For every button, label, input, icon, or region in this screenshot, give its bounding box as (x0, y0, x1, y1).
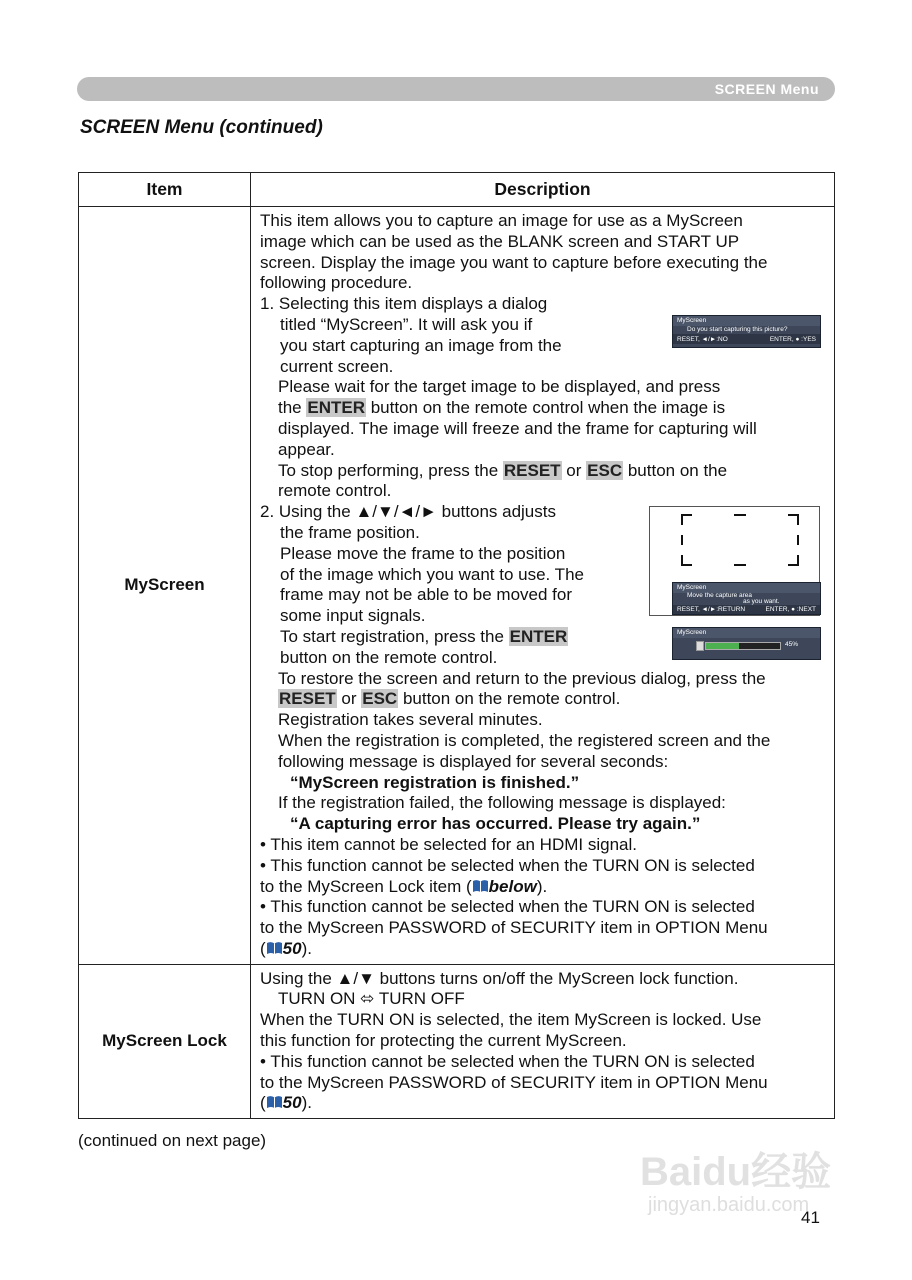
text: To start registration, press the (280, 626, 509, 646)
text: to the MyScreen Lock item ( (260, 876, 472, 896)
desc-line: this function for protecting the current MyScreen. (260, 1031, 627, 1051)
step-2-line: frame may not be able to be moved for (280, 585, 572, 605)
dialog-left-hint: RESET, ◄/►:NO (677, 336, 728, 343)
header-section-label: SCREEN Menu (714, 81, 819, 97)
note-line: to the MyScreen PASSWORD of SECURITY item in OPTION Menu (260, 1072, 768, 1092)
column-header-description: Description (251, 173, 835, 207)
dialog-text: Move the capture area (687, 592, 753, 599)
page-number: 41 (801, 1208, 820, 1227)
step-2-line: 2. Using the ▲/▼/◄/► buttons adjusts (260, 502, 556, 522)
reset-button-label: RESET (503, 460, 561, 480)
desc-line: following procedure. (260, 273, 413, 293)
progress-row (673, 638, 820, 652)
text: To stop performing, press the (278, 460, 503, 480)
progress-bar (705, 642, 781, 650)
reset-button-label: RESET (279, 689, 336, 709)
registration-progress-dialog (672, 627, 821, 660)
text: the (278, 398, 307, 418)
note-line: to the MyScreen PASSWORD of SECURITY item in OPTION Menu (260, 918, 768, 938)
step-2-line: When the registration is completed, the registered screen and the (278, 730, 771, 750)
column-header-item: Item (79, 173, 251, 207)
item-myscreen-lock: MyScreen Lock (79, 964, 251, 1119)
watermark-url: jingyan.baidu.com (648, 1194, 810, 1216)
desc-line: When the TURN ON is selected, the item MyScreen is locked. Use (260, 1010, 762, 1030)
dialog-title: MyScreen (673, 583, 820, 593)
step-1-line: current screen. (280, 356, 394, 376)
book-icon (472, 879, 489, 893)
step-1-line (260, 461, 826, 482)
dialog-footer (673, 334, 820, 344)
header-bar (77, 77, 835, 101)
step-2-line: button on the remote control. (280, 647, 498, 667)
item-myscreen: MyScreen (79, 207, 251, 965)
note-line (260, 939, 826, 960)
enter-button-label: ENTER (509, 626, 568, 646)
dialog-text: as you want. (743, 598, 780, 605)
dialog-footer (673, 605, 820, 614)
note-line: • This function cannot be selected when the TURN ON is selected (260, 855, 755, 875)
step-1-line (260, 398, 826, 419)
note-line (260, 877, 826, 898)
step-2-line: the frame position. (280, 522, 420, 542)
step-2-line: If the registration failed, the following message is displayed: (278, 793, 726, 813)
step-1-line: 1. Selecting this item displays a dialog (260, 294, 548, 314)
step-1-line: appear. (278, 439, 335, 459)
desc-line: image which can be used as the BLANK screen and START UP (260, 231, 740, 251)
move-frame-dialog (672, 582, 821, 615)
note-line: • This item cannot be selected for an HDMI signal. (260, 834, 637, 854)
text: or (336, 689, 362, 709)
dialog-text: Do you start capturing this picture? (687, 326, 788, 333)
esc-button-label: ESC (362, 689, 398, 709)
desc-line: TURN ON ⬄ TURN OFF (278, 989, 465, 1009)
page-title: SCREEN Menu (continued) (80, 117, 323, 138)
watermark (640, 1150, 831, 1217)
note-line: • This function cannot be selected when the TURN ON is selected (260, 1051, 755, 1071)
step-2-line: some input signals. (280, 606, 426, 626)
step-2-line: Please move the frame to the position (280, 543, 566, 563)
step-2-line: of the image which you want to use. The (280, 564, 584, 584)
page-reference: 50 (282, 1093, 302, 1113)
text: ). (301, 938, 312, 958)
capture-frame-corners (650, 507, 819, 585)
text: or (561, 460, 587, 480)
step-2-line: following message is displayed for several seconds: (278, 751, 669, 771)
continued-note: (continued on next page) (78, 1131, 267, 1150)
step-2-line: Registration takes several minutes. (278, 710, 543, 730)
note-line: • This function cannot be selected when the TURN ON is selected (260, 897, 755, 917)
step-1-line: titled “MyScreen”. It will ask you if (280, 314, 533, 334)
step-2-line (260, 689, 826, 710)
step-2-line: To restore the screen and return to the previous dialog, press the (278, 668, 766, 688)
step-1-line: Please wait for the target image to be displayed, and press (278, 377, 721, 397)
note-line (260, 1093, 826, 1114)
text: button on the remote control when the image is (365, 398, 726, 418)
page-reference: below (488, 876, 537, 896)
success-message: “MyScreen registration is finished.” (290, 772, 580, 792)
dialog-title: MyScreen (673, 316, 820, 326)
text: ). (536, 876, 548, 896)
table-header-row (79, 173, 835, 207)
progress-percent: 45% (785, 641, 799, 648)
hourglass-icon (696, 641, 704, 651)
step-1-line: displayed. The image will freeze and the frame for capturing will (278, 418, 757, 438)
error-message: “A capturing error has occurred. Please try again.” (290, 814, 701, 834)
text: ( (260, 938, 266, 958)
watermark-logo: Baidu经验 (640, 1150, 832, 1194)
desc-line: screen. Display the image you want to capture before executing the (260, 252, 768, 272)
step-1-line: you start capturing an image from the (280, 335, 562, 355)
text: ). (301, 1093, 312, 1113)
dialog-title: MyScreen (673, 628, 820, 638)
desc-line: This item allows you to capture an image for use as a MyScreen (260, 211, 743, 230)
book-icon (266, 1095, 283, 1109)
capture-confirm-dialog (672, 315, 821, 348)
desc-line: Using the ▲/▼ buttons turns on/off the MyScreen lock function. (260, 968, 739, 988)
text: ( (260, 1093, 266, 1113)
table-row (79, 964, 835, 1119)
text: button on the (623, 460, 728, 480)
esc-button-label: ESC (587, 460, 623, 480)
enter-button-label: ENTER (307, 398, 365, 418)
page-reference: 50 (282, 938, 302, 958)
progress-fill (706, 643, 739, 649)
dialog-left-hint: RESET, ◄/►:RETURN (677, 606, 746, 613)
step-1-line: remote control. (278, 481, 392, 501)
dialog-right-hint: ENTER, ● :YES (769, 336, 816, 343)
dialog-right-hint: ENTER, ● :NEXT (765, 606, 816, 613)
description-myscreen-lock (251, 964, 835, 1119)
text: button on the remote control. (398, 689, 621, 709)
book-icon (266, 941, 283, 955)
